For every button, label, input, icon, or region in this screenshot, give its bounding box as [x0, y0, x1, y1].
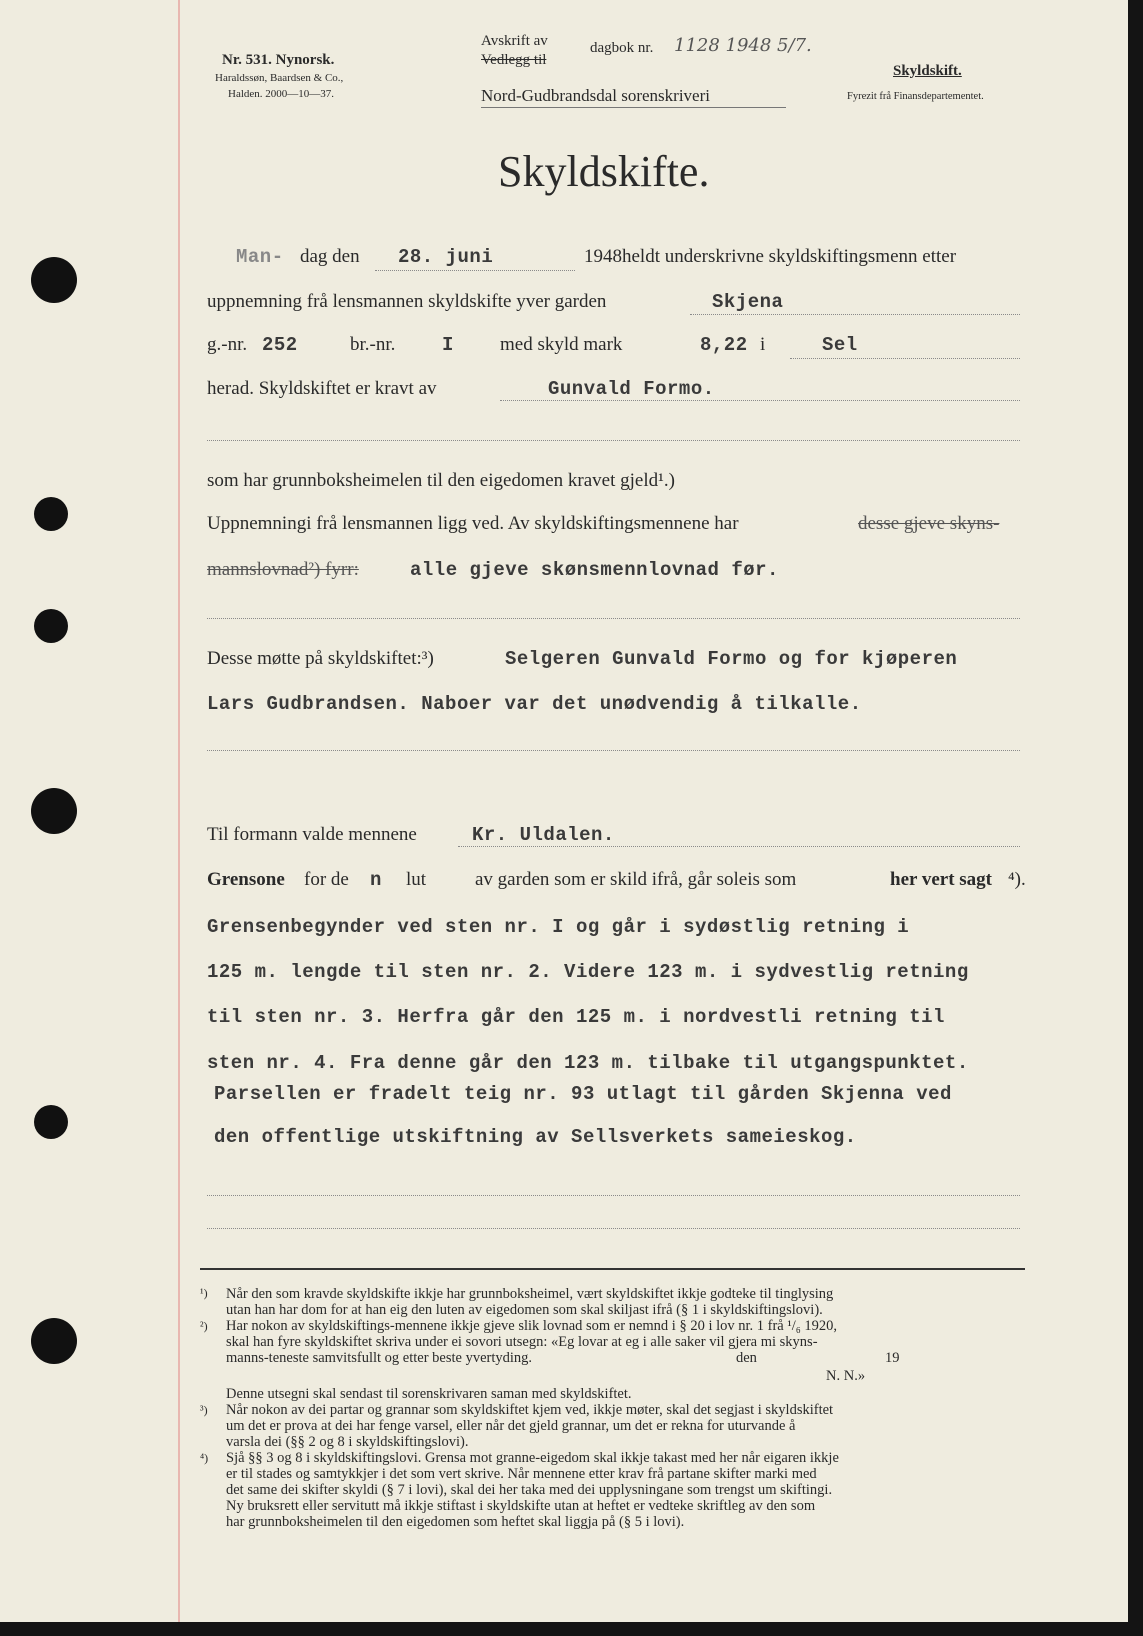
footnote-line: Når nokon av dei partar og grannar som skyldskiftet kjem ved, ikkje møter, skal det segjast i skyldskiftet: [226, 1402, 834, 1418]
footnote-line: Sjå §§ 3 og 8 i skyldskiftingslovi. Grensa mot granne-eigedom skal ikkje takast med her når eigaren ikkje: [226, 1450, 839, 1466]
footnote-mark: ¹): [200, 1286, 208, 1300]
municipality: Sel: [822, 334, 858, 356]
footnote-sign: N. N.»: [826, 1368, 866, 1384]
day-label: dag den: [300, 246, 360, 267]
boundary-n: n: [370, 869, 382, 891]
punch-hole: [34, 1105, 68, 1139]
gnr-value: 252: [262, 334, 298, 356]
blank-dotline: [207, 750, 1020, 751]
attendees-typed-2: Lars Gudbrandsen. Naboer var det unødvendig å tilkalle.: [207, 693, 862, 715]
office-underline: [481, 107, 786, 108]
margin-rule: [178, 0, 180, 1622]
farm-dotline: [690, 314, 1020, 315]
footnote-mark: ²): [200, 1319, 208, 1333]
boundary-line: Parsellen er fradelt teig nr. 93 utlagt til gården Skjenna ved: [214, 1083, 952, 1105]
appointment-attached-text: Uppnemningi frå lensmannen ligg ved. Av skyldskiftingsmennene har: [207, 513, 739, 534]
date-field: 28. juni: [398, 246, 494, 268]
boundary-line: 125 m. lengde til sten nr. 2. Videre 123 m. i sydvestlig retning: [207, 961, 969, 983]
boundary-line: den offentlige utskiftning av Sellsverkets sameieskog.: [214, 1126, 857, 1148]
chair-dotline: [458, 846, 1020, 847]
chair-label: Til formann valde mennene: [207, 824, 417, 845]
blank-dotline: [207, 440, 1020, 441]
form-number: Nr. 531. Nynorsk.: [222, 52, 335, 68]
form-name: Skyldskift.: [893, 63, 962, 79]
requester-name: Gunvald Formo.: [548, 378, 715, 400]
footnote-line: Når den som kravde skyldskifte ikkje har grunnboksheimel, vært skyldskiftet ikkje godteke til tinglysing: [226, 1286, 834, 1302]
footnote-line: varsla dei (§§ 2 og 8 i skyldskiftingslovi).: [226, 1434, 469, 1450]
date-dotline: [375, 270, 575, 271]
punch-hole: [31, 257, 77, 303]
boundary-end: ⁴).: [1008, 869, 1026, 890]
attendees-typed: Selgeren Gunvald Formo og for kjøperen: [505, 648, 958, 670]
skyld-value: 8,22: [700, 334, 748, 356]
requester-label: herad. Skyldskiftet er kravt av: [207, 378, 437, 399]
skyld-label: med skyld mark: [500, 334, 623, 355]
footnote-rule: [200, 1268, 1025, 1270]
print-info: Halden. 2000—10—37.: [228, 88, 335, 100]
footnote-line: um det er prova at dei har fenge varsel, eller når det gjeld grannar, um det er rekna for uturvande å: [226, 1418, 796, 1434]
footnote-mark: ⁴): [200, 1451, 209, 1465]
bnr-value: I: [442, 334, 454, 356]
municipality-dotline: [790, 358, 1020, 359]
gnr-label: g.-nr.: [207, 334, 248, 355]
footnote-year: 19: [885, 1350, 900, 1366]
copy-label: Avskrift av: [481, 33, 548, 49]
footnote-line: Denne utsegni skal sendast til sorenskrivaren saman med skyldskiftet.: [226, 1386, 632, 1402]
footnote-line: har grunnboksheimelen til den eigedomen som heftet skal liggja på (§ 5 i lovi).: [226, 1514, 685, 1530]
court-office: Nord-Gudbrandsdal sorenskriveri: [481, 86, 710, 105]
struck-label: Vedlegg til: [481, 52, 547, 68]
footnote-line: Har nokon av skyldskiftings-mennene ikkje gjeve slik lovnad som er nemnd i § 20 i lov nr. 1 frå ¹/₆ 1920,: [226, 1318, 838, 1334]
blank-dotline: [207, 1195, 1020, 1196]
prescribed-by: Fyrezit frå Finansdepartementet.: [847, 91, 984, 102]
boundary-line: Grensenbegynder ved sten nr. I og går i sydøstlig retning i: [207, 916, 910, 938]
weekday-field: Man-: [236, 246, 284, 268]
diary-label: dagbok nr.: [590, 40, 654, 56]
requester-dotline: [500, 400, 1020, 401]
boundary-label: Grensone: [207, 869, 285, 890]
punch-hole: [34, 497, 68, 531]
bnr-label: br.-nr.: [350, 334, 396, 355]
punch-hole: [34, 609, 68, 643]
intro-text: heldt underskrivne skyldskiftingsmenn etter: [622, 246, 957, 267]
in-label: i: [760, 334, 766, 355]
footnote-mark: ³): [200, 1403, 208, 1417]
boundary-bold: her vert sagt: [890, 869, 993, 890]
page-title: Skyldskifte.: [498, 147, 710, 196]
footnote-line: utan han har dom for at han eig den luten av eigedomen som skal skiljast ifrå (§ 1 i skyldskiftingslovi).: [226, 1302, 823, 1318]
struck-text: desse gjeve skyns-: [858, 513, 1000, 534]
boundary-line: sten nr. 4. Fra denne går den 123 m. tilbake til utgangspunktet.: [207, 1052, 969, 1074]
diary-entry: 1128 1948 5/7.: [674, 35, 812, 56]
title-holder-text: som har grunnboksheimelen til den eigedomen kravet gjeld¹.): [207, 470, 675, 491]
oath-typed: alle gjeve skønsmennlovnad før.: [410, 559, 779, 581]
boundary-line: til sten nr. 3. Herfra går den 125 m. i nordvestli retning til: [207, 1006, 945, 1028]
blank-dotline: [207, 1228, 1020, 1229]
boundary-text-b: lut: [406, 869, 427, 890]
struck-text: mannslovnad²) fyrr:: [207, 559, 359, 580]
footnote-line: Ny bruksrett eller servitutt må ikkje stiftast i skyldskifte utan at heftet er vedteke skriftleg av den som: [226, 1498, 816, 1514]
year-field: 1948: [584, 246, 622, 267]
appointment-text: uppnemning frå lensmannen skyldskifte yver garden: [207, 291, 607, 312]
chair-name: Kr. Uldalen.: [472, 824, 615, 846]
boundary-text-c: av garden som er skild ifrå, går soleis som: [475, 869, 797, 890]
footnote-line: manns-teneste samvitsfullt og etter beste yvertyding.: [226, 1350, 533, 1366]
attendees-label: Desse møtte på skyldskiftet:³): [207, 648, 434, 669]
blank-dotline: [207, 618, 1020, 619]
punch-hole: [31, 788, 77, 834]
footnote-line: er til stades og samtykkjer i det som vert skrive. Når mennene etter krav frå partane skifter marki med: [226, 1466, 817, 1482]
boundary-text-a: for de: [304, 869, 349, 890]
punch-hole: [31, 1318, 77, 1364]
publisher: Haraldssøn, Baardsen & Co.,: [215, 72, 344, 84]
farm-name: Skjena: [712, 291, 784, 313]
footnote-den: den: [736, 1350, 757, 1366]
footnote-line: det same dei skifter skyldi (§ 7 i lovi), skal dei her taka med dei upplysningane som trengst um skiftingi.: [226, 1482, 833, 1498]
footnote-line: skal han fyre skyldskiftet skriva under ei sovori utsegn: «Eg lovar at eg i alle saker vil gjera mi skyns-: [226, 1334, 818, 1350]
